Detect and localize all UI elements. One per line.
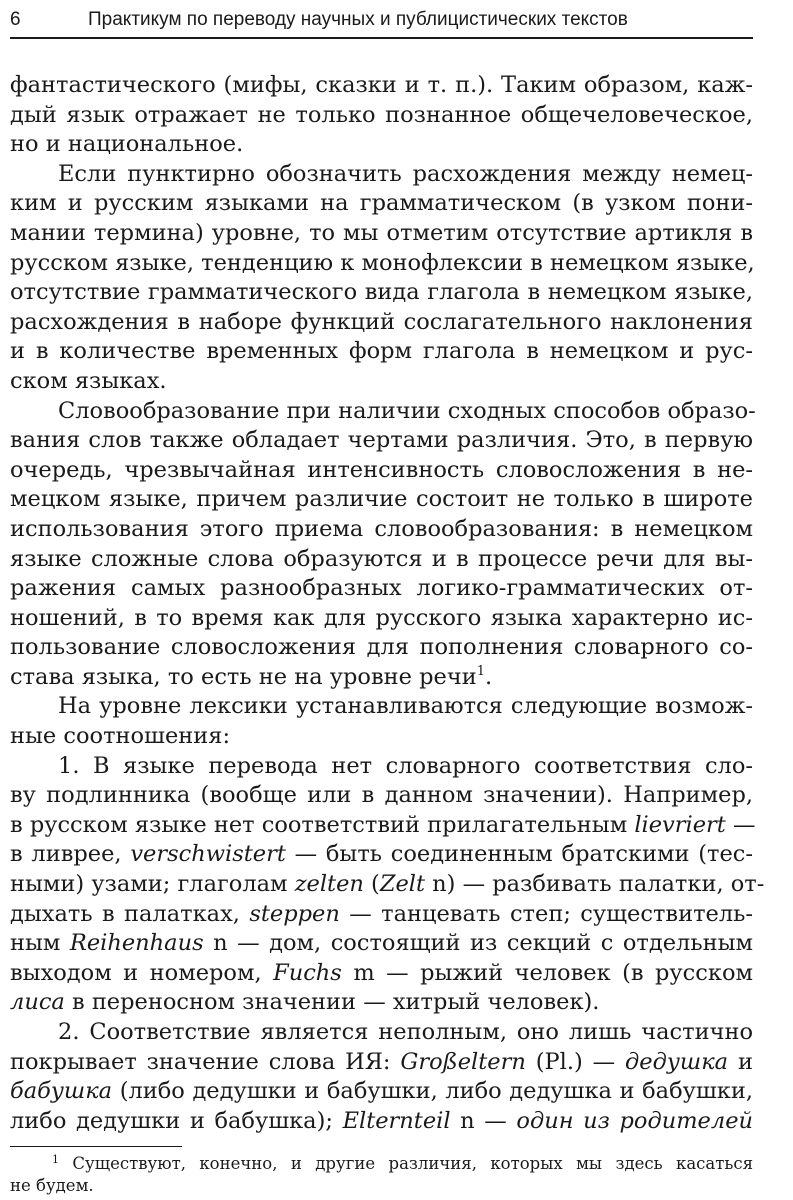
- text-line: ражения самых разнообразных логико-грамматических от-: [10, 575, 753, 602]
- text-span: — танцевать степ; существитель-: [339, 900, 753, 927]
- text-line: пользование словосложения для пополнения словарного со-: [10, 634, 753, 661]
- text-span: n) — разбивать палатки, от-: [425, 871, 765, 898]
- text-line: Если пунктирно обозначить расхождения между немец-: [58, 160, 753, 187]
- footnote-line: не будем.: [10, 1176, 94, 1195]
- text-span: дыхать в палатках,: [10, 900, 250, 927]
- text-line: 1. В языке перевода нет словарного соответствия сло-: [58, 752, 753, 779]
- text-line: [10, 1107, 753, 1137]
- german-term: Zelt: [379, 871, 426, 898]
- italic-term: дедушка: [625, 1048, 729, 1075]
- text-line: ные соотношения:: [10, 723, 231, 750]
- text-line: русском языке, тенденцию к монофлексии в немецком языке,: [10, 249, 755, 276]
- german-term: steppen: [249, 900, 340, 927]
- text-span: n — дом, состоящий из секций с отдельным: [203, 930, 754, 957]
- text-line: [10, 870, 765, 900]
- text-line: ском языках.: [10, 367, 167, 394]
- text-line: [10, 1048, 753, 1078]
- italic-term: лиса: [10, 989, 65, 1016]
- text-line: [10, 663, 753, 693]
- text-line: использования этого приема словообразования: в немецком: [10, 515, 753, 542]
- text-line: [10, 840, 753, 870]
- text-span: выходом и номером,: [10, 959, 274, 986]
- text-span: ным: [10, 930, 70, 957]
- text-line: ношений, в то время как для русского языка характерно ис-: [10, 604, 753, 631]
- text-line: отсутствие грамматического вида глагола в немецком языке,: [10, 279, 753, 306]
- text-line: 2. Соответствие является неполным, оно лишь частично: [58, 1019, 753, 1045]
- italic-term: один из родителей: [516, 1107, 753, 1134]
- text-line: [10, 988, 753, 1018]
- text-line: очередь, чрезвычайная интенсивность словосложения в не-: [10, 456, 753, 483]
- german-term: lievriert: [634, 811, 726, 838]
- text-line: [10, 1077, 753, 1107]
- text-span: либо дедушки и бабушка);: [10, 1107, 343, 1134]
- text-line: На уровне лексики устанавливаются следующие возмож-: [58, 693, 753, 720]
- footnote-ref: 1: [476, 663, 485, 679]
- text-span: m — рыжий человек (в русском: [341, 959, 753, 986]
- text-span: — быть соединенным братскими (тес-: [285, 841, 753, 868]
- footnote: [10, 1153, 753, 1197]
- text-line: ву подлинника (вообще или в данном значении). Например,: [10, 782, 753, 809]
- text-span: (: [363, 871, 380, 898]
- italic-term: бабушка: [10, 1078, 113, 1105]
- text-span: (Pl.) —: [525, 1048, 626, 1075]
- footnote-line: [10, 1153, 753, 1175]
- footnote-marker: 1: [52, 1153, 59, 1166]
- running-header: [10, 6, 753, 39]
- running-title: Практикум по переводу научных и публицистических текстов: [88, 9, 628, 30]
- text-line: и в количестве временных форм глагола в немецком и рус-: [10, 338, 753, 365]
- page-number: 6: [10, 9, 21, 30]
- text-line: [10, 959, 753, 989]
- text-line: мецком языке, причем различие состоит не только в широте: [10, 486, 753, 513]
- german-term: Elternteil: [342, 1107, 451, 1134]
- main-text: [10, 71, 765, 1136]
- footnote-divider: [10, 1146, 182, 1147]
- text-line: вания слов также обладает чертами различия. Это, в первую: [10, 427, 753, 454]
- german-term: Reihenhaus: [69, 930, 204, 957]
- german-term: verschwistert: [130, 841, 286, 868]
- text-line: дый язык отражает не только познанное общечеловеческое,: [10, 101, 753, 128]
- text-span: в переносном значении — хитрый человек).: [64, 989, 600, 1016]
- text-line: Словообразование при наличии сходных способов образо-: [58, 397, 756, 424]
- text-line: [10, 929, 753, 959]
- german-term: zelten: [294, 871, 364, 898]
- text-line: ким и русским языками на грамматическом (в узком пони-: [10, 190, 753, 217]
- text-line: [10, 811, 756, 841]
- german-term: Fuchs: [273, 959, 342, 986]
- text-span: покрывает значение слова ИЯ:: [10, 1048, 401, 1075]
- text-line: мании термина) уровне, то мы отметим отсутствие артикля в: [10, 219, 753, 246]
- text-span: и: [728, 1048, 753, 1075]
- text-span: (либо дедушки и бабушки, либо дедушка и бабушки,: [112, 1078, 753, 1105]
- text-span: в русском языке нет соответствий прилагательным: [10, 811, 635, 838]
- text-line: фантастического (мифы, сказки и т. п.). Таким образом, каж-: [10, 72, 753, 98]
- text-line: [10, 900, 753, 930]
- text-line: расхождения в наборе функций сослагательного наклонения: [10, 308, 753, 335]
- german-term: Großeltern: [400, 1048, 526, 1075]
- text-span: в ливрее,: [10, 841, 131, 868]
- text-span: n —: [450, 1107, 517, 1134]
- text-line: языке сложные слова образуются и в процессе речи для вы-: [10, 545, 753, 572]
- text-line: но и национальное.: [10, 131, 244, 158]
- text-span: .: [484, 663, 493, 690]
- footnote-text: Существуют, конечно, и другие различия, которых мы здесь касаться: [59, 1154, 753, 1173]
- text-span: —: [725, 811, 756, 838]
- text-span: ными) узами; глаголам: [10, 871, 295, 898]
- text-span: става языка, то есть не на уровне речи: [10, 663, 477, 690]
